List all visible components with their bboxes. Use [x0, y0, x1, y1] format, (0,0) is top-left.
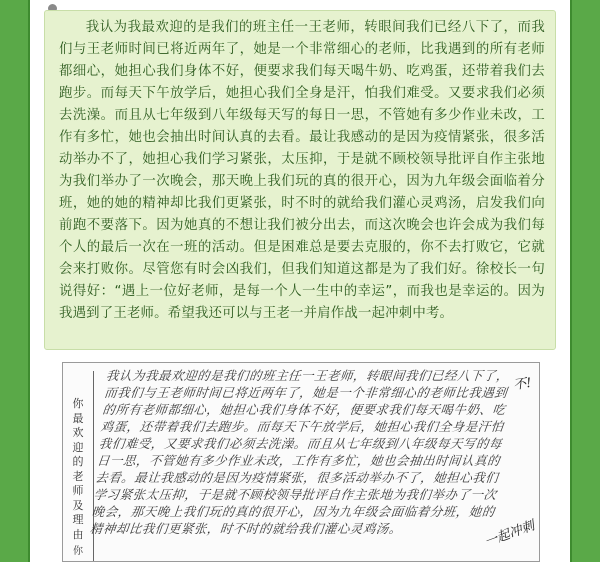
margin-note-bottom: 一起冲刺: [482, 518, 537, 551]
scan-question-label: 你最欢迎的老师及理由: [72, 397, 84, 541]
left-green-frame: [0, 0, 28, 562]
margin-note-top: 不!: [512, 375, 533, 394]
left-frame-edge: [28, 0, 30, 562]
right-green-frame: [572, 0, 600, 562]
essay-text: 我认为我最欢迎的是我们的班主任一王老师，转眼间我们已经八下了，而我们与王老师时间已将近两年了，她是一个非常细心的老师，比我遇到的所有老师都细心，她担心我们身体不好，便要求我们每天喝牛奶、吃鸡蛋，还带着我们去跑步。而每天下午放学后，她担心我们全身是汗，怕我们难受。又要求我们必须去洗澡。而且从七年级到八年级每天写的每日一思，不管她有多少作业未改，工作有多忙，她也会抽出时间认真的去看。最让我感动的是因为疫情紧张，很多活动举办不了，她担心我们学习紧张，太压抑，于是就不顾校领导批评自作主张地为我们举办了一次晚会，那天晚上我们玩的真的很开心，因为九年级会面临着分班，她的她的精神却比我们更紧张，时不时的就给我们灌心灵鸡汤，启发我们向前跑不要落下。因为她真的不想让我们被分出去，而这次晚会也许会成为我们每个人的最后一次在一班的活动。但是困难总是要去克服的，你不去打败它，它就会来打败你。尽管您有时会凶我们，但我们知道这都是为了我们好。徐校长一句说得好：“遇上一位好老师，是每一个人一生中的幸运”，而我也是幸运的。因为我遇到了王老师。希望我还可以与王老一并肩作战一起冲刺中考。: [59, 20, 545, 321]
scan-next-question-label: 你: [73, 546, 83, 557]
essay-box: [44, 10, 556, 350]
right-frame-edge: [570, 0, 572, 562]
handwritten-scan-image: [62, 362, 540, 562]
article-content: [44, 10, 558, 562]
handwritten-answer: 我认为我最欢迎的是我们的班主任一王老师，转眼间我们已经八下了，而我们与王老师时间已将近两年了，她是一个非常细心的老师比我遇到的所有老师都细心，她担心我们身体不好，便要求我们每天喝牛奶、吃鸡蛋，还带着我们去跑步。而每天下午放学后，她担心我们全身是汗怕我们难受，又要求我们必须去洗澡。而且从七年级到八年级每天写的每日一思，不管她有多少作业未改，工作有多忙，她也会抽出时间认真的去看。最让我感动的是因为疫情紧张，很多活动举办不了，她担心我们学习紧张太压抑，于是就不顾校领导批评自作主张地为我们举办了一次晚会，那天晚上我们玩的真的很开心，因为九年级会面临着分班，她的精神却比我们更紧张，时不时的就给我们灌心灵鸡汤。: [89, 368, 510, 536]
